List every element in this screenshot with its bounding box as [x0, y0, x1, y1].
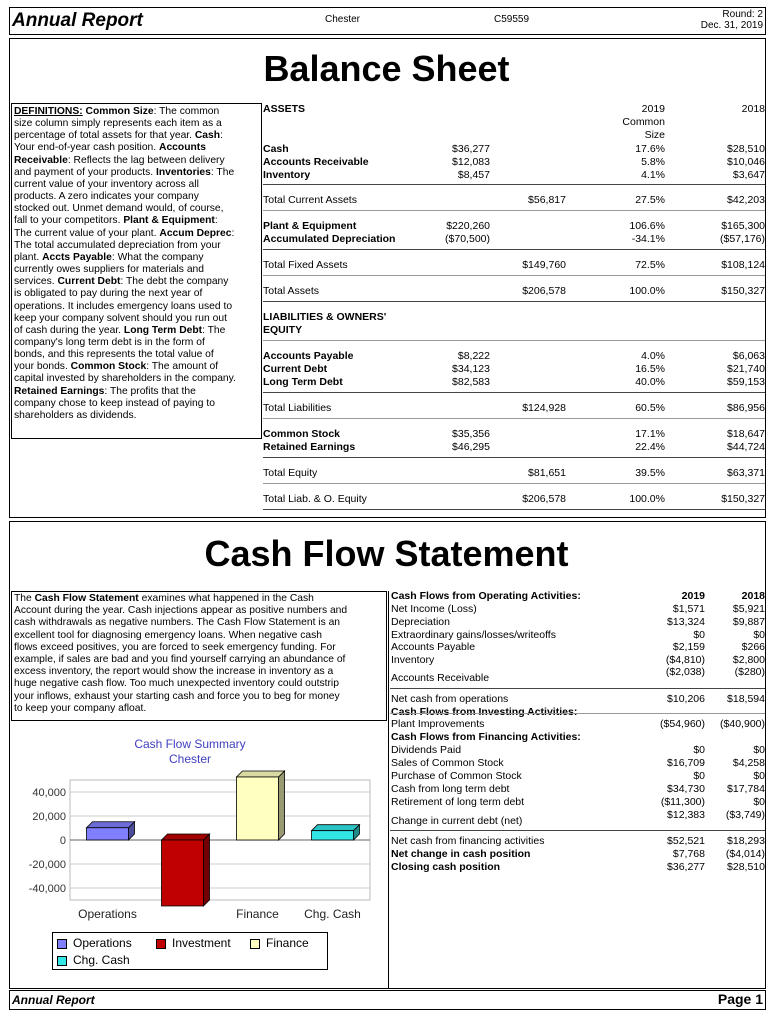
cf-2019-pi: ($54,960): [660, 718, 705, 730]
bs-label-tca: Total Current Assets: [263, 194, 357, 206]
definitions-line: size column simply represents each item as a: [14, 118, 222, 130]
bs-label-cs_: Common Stock: [263, 428, 341, 440]
bs-prior-tca: $42,203: [727, 194, 765, 206]
bar-operations: [87, 828, 129, 840]
intro-line: The Cash Flow Statement examines what happened in the Cash: [14, 593, 314, 604]
cf-label-ccd: Change in current debt (net): [391, 815, 523, 827]
definitions-line: company chose to keep instead of paying to: [14, 397, 215, 409]
intro-line: flows exceed positives, you are forced to seek emergency funding. For: [14, 641, 336, 653]
definitions-line: current value of your inventory across all: [14, 178, 199, 190]
definitions-line: percentage of total assets for that year. Cash:: [14, 130, 223, 142]
assets-label: ASSETS: [263, 103, 306, 115]
bs-common-te: 39.5%: [635, 467, 665, 479]
bs-label-ta: Total Assets: [263, 285, 320, 297]
cf-label-ncc: Net change in cash position: [391, 848, 531, 860]
cf-2018-cltd: $17,784: [727, 783, 765, 795]
bs-value-ltd: $82,583: [452, 376, 490, 388]
bar-side-2: [279, 771, 285, 840]
intro-line: excellent tool for diagnosing emergency loans. When negative cash: [14, 629, 322, 641]
bs-common-cash: 17.6%: [635, 143, 665, 155]
cf-label-ncf: Net cash from financing activities: [391, 835, 545, 847]
bs-total-te: $81,651: [528, 467, 566, 479]
bs-value-re: $46,295: [452, 441, 490, 453]
bs-divider: [263, 392, 765, 393]
bs-prior-tfa: $108,124: [721, 259, 765, 271]
bs-common-cs_: 17.1%: [635, 428, 665, 440]
cf-2019-ncc: $7,768: [672, 848, 705, 860]
cf-2018-ar: ($280): [734, 666, 765, 678]
bs-value-ad: ($70,500): [445, 233, 490, 245]
definitions-line: Receivable: Reflects the lag between delivery: [14, 154, 225, 166]
bs-divider: [263, 184, 765, 185]
cf-2018-ccd: ($3,749): [725, 809, 765, 821]
cf-2019-ni: $1,571: [672, 603, 705, 615]
bs-common-inv: 4.1%: [641, 169, 665, 181]
round-info: [663, 9, 763, 31]
chart-title: Cash Flow Summary: [134, 737, 246, 751]
cf-divider: [390, 688, 765, 689]
company-id: C59559: [494, 14, 530, 25]
cf-label-ni: Net Income (Loss): [391, 603, 477, 615]
cf-2018-ncf: $18,293: [727, 835, 765, 847]
y-tick-label: 40,000: [32, 787, 66, 799]
bs-prior-inv: $3,647: [732, 169, 765, 181]
cf-2019-ccp: $36,277: [667, 861, 705, 873]
bs-label-te: Total Equity: [263, 467, 318, 479]
bs-value-cs_: $35,356: [452, 428, 490, 440]
definitions-line: is obligated to pay during the next year of: [14, 288, 203, 300]
bs-total-tle: $206,578: [522, 493, 566, 505]
cf-label-scs: Sales of Common Stock: [391, 757, 504, 769]
bs-prior-pe: $165,300: [721, 220, 765, 232]
cf-label-dep: Depreciation: [391, 616, 450, 628]
cf-label-pi: Plant Improvements: [391, 718, 485, 730]
definitions-line: keep your company solvent should you run out: [14, 312, 227, 324]
col-size: Size: [644, 129, 665, 141]
cf-2019-scs: $16,709: [667, 757, 705, 769]
cf-label-ext: Extraordinary gains/losses/writeoffs: [391, 629, 556, 641]
bar-investment: [162, 840, 204, 906]
definitions-line: stocked out. Unmet demand would, of course,: [14, 203, 224, 215]
cf-2019-cltd: $34,730: [667, 783, 705, 795]
company-name: Chester: [325, 14, 361, 25]
liabilities-label: LIABILITIES & OWNERS': [263, 311, 387, 323]
definitions-line: plant. Accts Payable: What the company: [14, 251, 204, 263]
cf-divider: [390, 713, 765, 714]
cf-2019-ncf: $52,521: [667, 835, 705, 847]
legend-label-2: Finance: [266, 936, 309, 950]
legend-label-3: Chg. Cash: [73, 953, 130, 967]
bs-prior-ltd: $59,153: [727, 376, 765, 388]
definitions-line: company's long term debt is in the form of: [14, 336, 205, 348]
bs-total-ta: $206,578: [522, 285, 566, 297]
bs-prior-ta: $150,327: [721, 285, 765, 297]
cf-2018-ext: $0: [753, 629, 765, 641]
intro-line: excess inventory, the report would show the increase in inventory as a: [14, 666, 334, 678]
bs-divider: [263, 275, 765, 276]
bs-common-tle: 100.0%: [629, 493, 665, 505]
bs-label-ar: Accounts Receivable: [263, 156, 369, 168]
bs-divider: [263, 509, 765, 510]
bs-label-cd: Current Debt: [263, 363, 328, 375]
definitions-line: DEFINITIONS: Common Size: The common: [14, 106, 220, 117]
intro-line: to keep your company afloat.: [14, 702, 147, 714]
cf-2018-nco: $18,594: [727, 693, 765, 705]
bar-top-2: [237, 771, 285, 777]
bs-common-tl: 60.5%: [635, 402, 665, 414]
cf-2019-ar: ($2,038): [665, 666, 705, 678]
x-category-label: Chg. Cash: [304, 907, 361, 921]
col-2018: 2018: [741, 103, 765, 115]
definitions-line: services. Current Debt: The debt the company: [14, 276, 229, 288]
definitions-line: operations. It includes emergency loans used to: [14, 300, 233, 312]
bs-value-ap: $8,222: [457, 350, 490, 362]
cf-2018-scs: $4,258: [732, 757, 765, 769]
cf-label-ar: Accounts Receivable: [391, 672, 490, 684]
col-common: Common: [622, 116, 665, 128]
bs-common-ta: 100.0%: [629, 285, 665, 297]
cash-flow-intro: [11, 591, 387, 721]
balance-sheet-title: Balance Sheet: [263, 48, 510, 89]
bs-value-cash: $36,277: [452, 143, 490, 155]
bs-value-pe: $220,260: [446, 220, 490, 232]
bs-divider: [263, 418, 765, 419]
bs-label-tl: Total Liabilities: [263, 402, 332, 414]
bs-divider: [263, 483, 765, 484]
cf-2019-inv: ($4,810): [665, 654, 705, 666]
cf-label-cltd: Cash from long term debt: [391, 783, 510, 795]
definitions-line: bonds, and this represents the total value of: [14, 349, 214, 361]
bs-common-re: 22.4%: [635, 441, 665, 453]
bs-common-tca: 27.5%: [635, 194, 665, 206]
legend-swatch-2: [250, 939, 260, 949]
cf-2019-div: $0: [693, 744, 705, 756]
y-tick-label: 20,000: [32, 811, 66, 823]
cf-label-ccp: Closing cash position: [391, 861, 501, 873]
bs-prior-tle: $150,327: [721, 493, 765, 505]
bs-common-ltd: 40.0%: [635, 376, 665, 388]
cf-2018-pi: ($40,900): [720, 718, 765, 730]
page-number: Page 1: [717, 991, 763, 1007]
bs-label-tle: Total Liab. & O. Equity: [263, 493, 367, 505]
cf-2018-ccp: $28,510: [727, 861, 765, 873]
legend-swatch-3: [57, 956, 67, 966]
bs-prior-tl: $86,956: [727, 402, 765, 414]
report-title: Annual Report: [12, 10, 143, 31]
x-category-label: Operations: [78, 907, 137, 921]
x-category-label: Finance: [236, 907, 279, 921]
bs-total-tl: $124,928: [522, 402, 566, 414]
bs-label-pe: Plant & Equipment: [263, 220, 357, 232]
bs-label-ad: Accumulated Depreciation: [263, 233, 396, 245]
intro-line: huge negative cash flow. Too much unexpected inventory could outstrip: [14, 678, 339, 690]
bs-prior-te: $63,371: [727, 467, 765, 479]
bs-prior-ar: $10,046: [727, 156, 765, 168]
cf-header-fin_header: Cash Flows from Financing Activities:: [391, 731, 581, 743]
cf-2018-rltd: $0: [753, 796, 765, 808]
cf-2018-dep: $9,887: [732, 616, 765, 628]
cf-2018-inv: $2,800: [732, 654, 765, 666]
bs-label-tfa: Total Fixed Assets: [263, 259, 348, 271]
cf-header-inv_header: Cash Flows from Investing Activities:: [391, 706, 578, 718]
bs-prior-cs_: $18,647: [727, 428, 765, 440]
intro-line: cash withdrawals as negative numbers. The Cash Flow Statement is an: [14, 617, 341, 629]
bs-divider: [263, 301, 765, 302]
bar-top-0: [87, 822, 135, 828]
bs-divider: [263, 249, 765, 250]
definitions-text: [14, 106, 259, 422]
cf-label-ap: Accounts Payable: [391, 641, 476, 653]
bs-common-ap: 4.0%: [641, 350, 665, 362]
legend-label-1: Investment: [172, 936, 231, 950]
round-label: Round: 2: [722, 9, 763, 20]
bs-label-ltd: Long Term Debt: [263, 376, 343, 388]
legend-label-0: Operations: [73, 936, 132, 950]
cf-label-pcs: Purchase of Common Stock: [391, 770, 522, 782]
cf-divider: [390, 830, 765, 831]
definitions-line: currently owes suppliers for materials and: [14, 264, 204, 276]
definitions-line: your bonds. Common Stock: The amount of: [14, 361, 219, 373]
intro-line: Account during the year. Cash injections appear as positive numbers and: [14, 605, 348, 617]
bs-value-ar: $12,083: [452, 156, 490, 168]
bar-side-1: [204, 834, 210, 906]
definitions-line: capital invested by shareholders in the company.: [14, 373, 236, 385]
bs-divider: [263, 210, 765, 211]
cf-2018-ni: $5,921: [732, 603, 765, 615]
definitions-box: [11, 103, 262, 439]
cf-col-2019: 2019: [681, 590, 705, 602]
cf-label-div: Dividends Paid: [391, 744, 462, 756]
legend-swatch-0: [57, 939, 67, 949]
definitions-line: fall to your competitors. Plant & Equipment:: [14, 215, 218, 227]
bs-prior-re: $44,724: [727, 441, 765, 453]
bs-common-ar: 5.8%: [641, 156, 665, 168]
cf-2019-ccd: $12,383: [667, 809, 705, 821]
intro-line: example, if sales are bad and you find yourself carrying an abundance of: [14, 654, 346, 666]
legend-swatch-1: [156, 939, 166, 949]
bs-prior-ad: ($57,176): [720, 233, 765, 245]
definitions-line: shareholders as dividends.: [14, 409, 137, 421]
cash-flow-chart: [10, 770, 388, 930]
bs-value-inv: $8,457: [457, 169, 490, 181]
bs-common-tfa: 72.5%: [635, 259, 665, 271]
bs-label-ap: Accounts Payable: [263, 350, 354, 362]
cf-header-op_header: Cash Flows from Operating Activities:: [391, 590, 581, 602]
cf-label-rltd: Retirement of long term debt: [391, 796, 525, 808]
bs-common-cd: 16.5%: [635, 363, 665, 375]
report-date: Dec. 31, 2019: [700, 20, 763, 31]
cf-2019-dep: $13,324: [667, 616, 705, 628]
definitions-line: Retained Earnings: The profits that the: [14, 385, 196, 397]
definitions-line: The total accumulated depreciation from your: [14, 239, 221, 251]
cash-flow-title: Cash Flow Statement: [204, 533, 569, 574]
bs-divider: [263, 340, 765, 341]
bs-label-inv: Inventory: [263, 169, 311, 181]
col-2019: 2019: [641, 103, 665, 115]
bar-top-1: [162, 834, 210, 840]
bs-common-pe: 106.6%: [629, 220, 665, 232]
definitions-line: of cash during the year. Long Term Debt: The: [14, 324, 226, 336]
bs-label-cash: Cash: [263, 143, 289, 155]
cf-2019-pcs: $0: [693, 770, 705, 782]
bar-finance: [237, 777, 279, 840]
cash-flow-intro-text: [14, 593, 384, 715]
cf-2018-pcs: $0: [753, 770, 765, 782]
bs-total-tfa: $149,760: [522, 259, 566, 271]
footer-title: Annual Report: [12, 993, 95, 1007]
cf-2019-rltd: ($11,300): [660, 796, 705, 808]
bar-chg-cash: [312, 831, 354, 840]
cf-divider: [388, 591, 389, 988]
bar-top-3: [312, 825, 360, 831]
intro-line: your inflows, exhaust your starting cash and force you to beg for money: [14, 690, 340, 702]
y-tick-label: -40,000: [28, 883, 66, 895]
cf-2018-ncc: ($4,014): [725, 848, 765, 860]
y-tick-label: -20,000: [28, 859, 66, 871]
cf-col-2018: 2018: [741, 590, 765, 602]
cf-2019-nco: $10,206: [667, 693, 705, 705]
footer-bar: [9, 990, 766, 1010]
bs-common-ad: -34.1%: [631, 233, 665, 245]
bs-prior-cash: $28,510: [727, 143, 765, 155]
chart-subtitle: Chester: [168, 752, 212, 766]
bs-label-re: Retained Earnings: [263, 441, 356, 453]
equity-label: EQUITY: [263, 324, 303, 336]
definitions-line: Your end-of-year cash position. Accounts: [14, 142, 206, 154]
cf-2019-ext: $0: [693, 629, 705, 641]
cf-2019-ap: $2,159: [672, 641, 705, 653]
bs-value-cd: $34,123: [452, 363, 490, 375]
bs-prior-ap: $6,063: [732, 350, 765, 362]
definitions-line: products. A zero indicates your company: [14, 191, 199, 203]
bs-total-tca: $56,817: [528, 194, 566, 206]
cf-label-nco: Net cash from operations: [391, 693, 509, 705]
cf-2018-div: $0: [753, 744, 765, 756]
cf-2018-ap: $266: [741, 641, 765, 653]
bs-prior-cd: $21,740: [727, 363, 765, 375]
bs-divider: [263, 457, 765, 458]
definitions-line: The current value of your plant. Accum Deprec:: [14, 227, 235, 239]
cf-label-inv: Inventory: [391, 654, 435, 666]
definitions-line: and payment of your products. Inventories: The: [14, 166, 235, 178]
y-tick-label: 0: [59, 835, 66, 847]
